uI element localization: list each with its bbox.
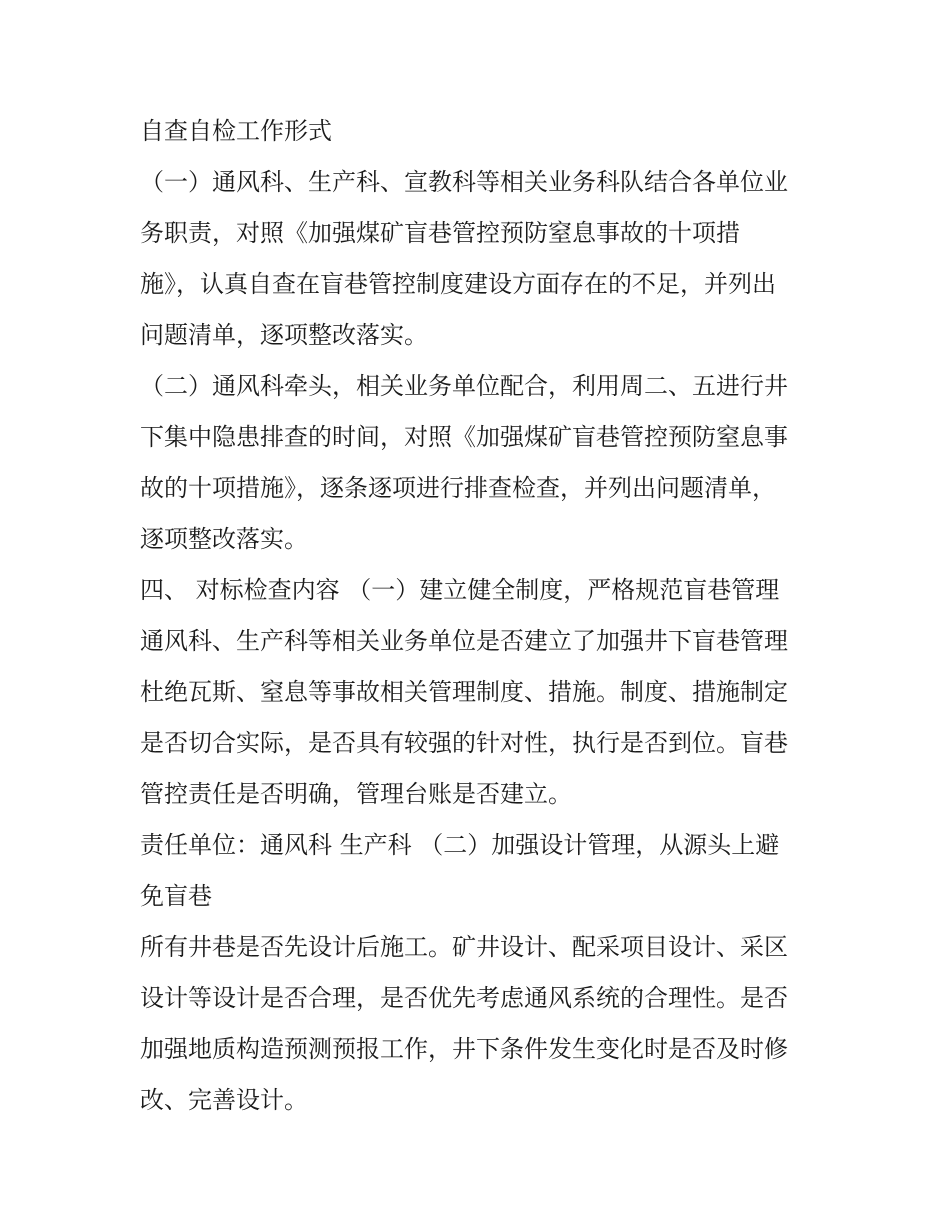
text-line: 通风科、生产科等相关业务单位是否建立了加强井下盲巷管理 [140,627,788,655]
paragraph-responsible-units [140,820,820,922]
section-heading [140,106,820,157]
text-line: 责任单位：通风科 生产科 （二）加强设计管理，从源头上避 [140,831,780,859]
text-line: 所有井巷是否先设计后施工。矿井设计、配采项目设计、采区 [140,933,788,961]
text-line: （二）通风科牵头，相关业务单位配合，利用周二、五进行井 [140,372,788,400]
text-line: 施》，认真自查在盲巷管控制度建设方面存在的不足，并列出 [140,270,776,298]
document-body [140,106,820,1126]
text-line: 故的十项措施》，逐条逐项进行排查检查，并列出问题清单， [140,474,776,502]
text-line: 务职责，对照《加强煤矿盲巷管控预防窒息事故的十项措 [140,219,740,247]
paragraph-self-check-1 [140,157,820,361]
text-line: 管控责任是否明确，管理台账是否建立。 [140,780,572,808]
text-line: 逐项整改落实。 [140,525,308,553]
text-line: 杜绝瓦斯、窒息等事故相关管理制度、措施。制度、措施制定 [140,678,788,706]
paragraph-design-management [140,922,820,1126]
paragraph-inspection-content [140,565,820,820]
text-line: 是否切合实际，是否具有较强的针对性，执行是否到位。盲巷 [140,729,788,757]
text-line: 问题清单，逐项整改落实。 [140,321,428,349]
text-line: 下集中隐患排查的时间，对照《加强煤矿盲巷管控预防窒息事 [140,423,788,451]
text-line: （一）通风科、生产科、宣教科等相关业务科队结合各单位业 [140,168,788,196]
text-line: 自查自检工作形式 [140,117,332,145]
text-line: 免盲巷 [140,882,212,910]
text-line: 加强地质构造预测预报工作，井下条件发生变化时是否及时修 [140,1035,788,1063]
paragraph-self-check-2 [140,361,820,565]
text-line: 设计等设计是否合理，是否优先考虑通风系统的合理性。是否 [140,984,788,1012]
text-line: 四、 对标检查内容 （一）建立健全制度，严格规范盲巷管理 [140,576,780,604]
text-line: 改、完善设计。 [140,1086,308,1114]
